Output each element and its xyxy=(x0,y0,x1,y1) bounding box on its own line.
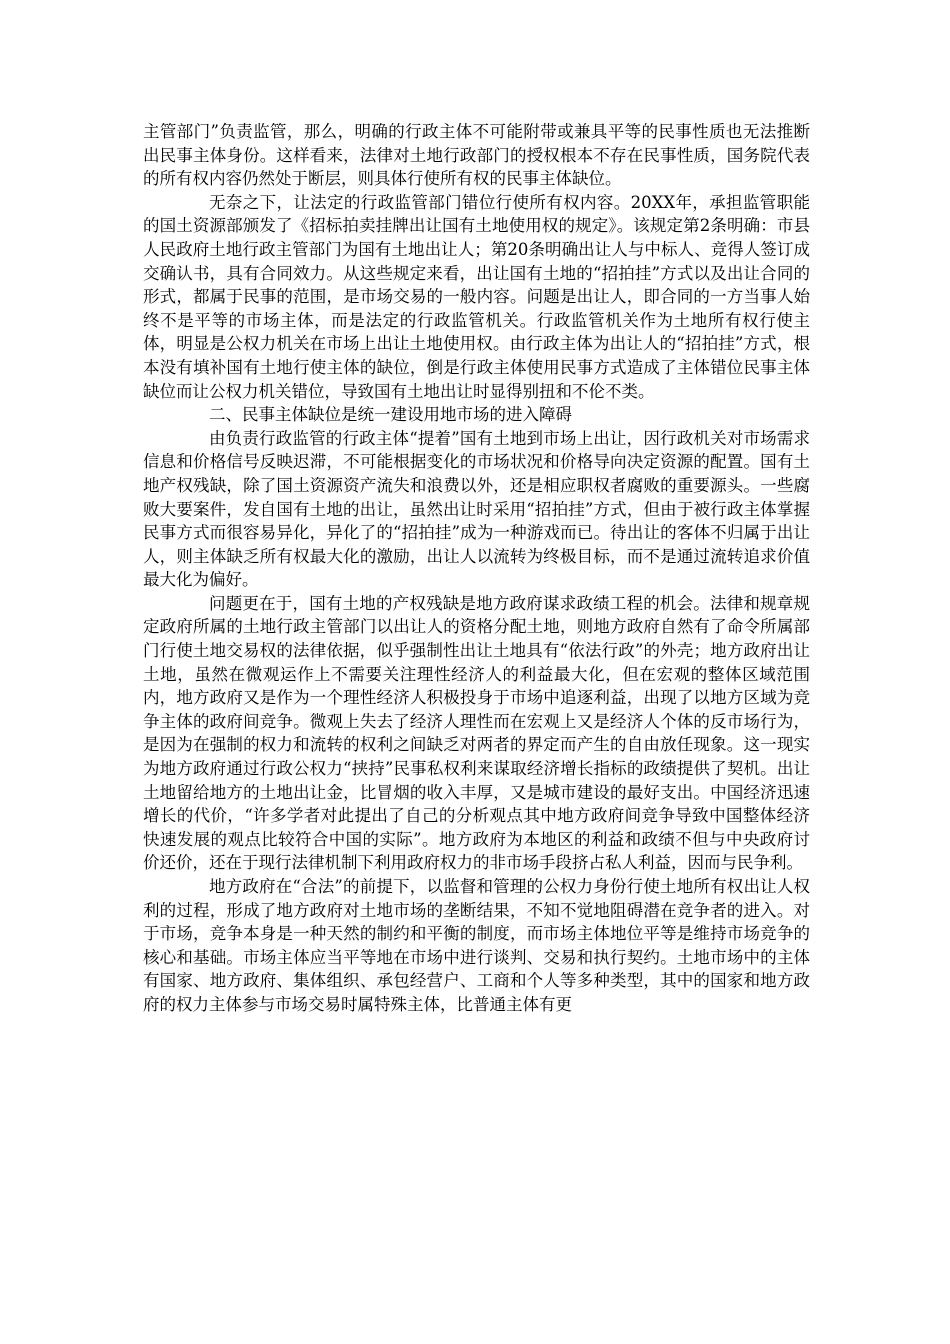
paragraph: 地方政府在“合法”的前提下，以监督和管理的公权力身份行使土地所有权出让人权利的过程，形成了地方政府对土地市场的垄断结果，不知不觉地阻碍潜在竞争者的进入。对于市场，竞争本身是一种天然的制约和平衡的制度，而市场主体地位平等是维持市场竞争的核心和基础。市场主体应当平等地在市场中进行谈判、交易和执行契约。土地市场中的主体有国家、地方政府、集体组织、承包经营户、工商和个人等多种类型，其中的国家和地方政府的权力主体参与市场交易时属特殊主体，比普通主体有更 xyxy=(143,877,810,1014)
document-body xyxy=(143,120,810,1017)
paragraph: 无奈之下，让法定的行政监管部门错位行使所有权内容。20XX年，承担监管职能的国土资源部颁发了《招标拍卖挂牌出让国有土地使用权的规定》。该规定第2条明确：市县人民政府土地行政主管部门为国有土地出让人；第20条明确出让人与中标人、竞得人签订成交确认书，具有合同效力。从这些规定来看，出让国有土地的“招拍挂”方式以及出让合同的形式，都属于民事的范围，是市场交易的一般内容。问题是出让人，即合同的一方当事人始终不是平等的市场主体，而是法定的行政监管机关。行政监管机关作为土地所有权行使主体，明显是公权力机关在市场上出让土地使用权。由行政主体为出让人的“招拍挂”方式，根本没有填补国有土地行使主体的缺位，倒是行政主体使用民事方式造成了主体错位民事主体缺位而让公权力机关错位，导致国有土地出让时显得别扭和不伦不类。 xyxy=(143,192,810,401)
paragraph: 由负责行政监管的行政主体“提着”国有土地到市场上出让，因行政机关对市场需求信息和价格信号反映迟滞，不可能根据变化的市场状况和价格导向决定资源的配置。国有土地产权残缺，除了国土资源资产流失和浪费以外，还是相应职权者腐败的重要源头。一些腐败大要案件，发自国有土地的出让，虽然出让时采用“招拍挂”方式，但由于被行政主体掌握民事方式而很容易异化，异化了的“招拍挂”成为一种游戏而已。待出让的客体不归属于出让人，则主体缺乏所有权最大化的激励，出让人以流转为终极目标，而不是通过流转追求价值最大化为偏好。 xyxy=(143,428,810,590)
paragraph: 问题更在于，国有土地的产权残缺是地方政府谋求政绩工程的机会。法律和规章规定政府所属的土地行政主管部门以出让人的资格分配土地，则地方政府自然有了命令所属部门行使土地交易权的法律依据，似乎强制性出让土地具有“依法行政”的外壳；地方政府出让土地，虽然在微观运作上不需要关注理性经济人的利益最大化，但在宏观的整体区域范围内，地方政府又是作为一个理性经济人积极投身于市场中追逐利益，出现了以地方区域为竞争主体的政府间竞争。微观上失去了经济人理性而在宏观上又是经济人个体的反市场行为，是因为在强制的权力和流转的权利之间缺乏对两者的界定而产生的自由放任现象。这一现实为地方政府通过行政公权力“挟持”民事私权利来谋取经济增长指标的政绩提供了契机。出让土地留给地方的土地出让金，比冒烟的收入丰厚，又是城市建设的最好支出。中国经济迅速增长的代价，“许多学者对此提出了自己的分析观点其中地方政府间竞争导致中国整体经济快速发展的观点比较符合中国的实际”。地方政府为本地区的利益和政绩不但与中央政府讨价还价，还在于现行法律机制下利用政府权力的非市场手段挤占私人利益，因而与民争利。 xyxy=(143,593,810,873)
paragraph-continuation: 主管部门”负责监管，那么，明确的行政主体不可能附带或兼具平等的民事性质也无法推断出民事主体身份。这样看来，法律对土地行政部门的授权根本不存在民事性质，国务院代表的所有权内容仍然处于断层，则具体行使所有权的民事主体缺位。 xyxy=(143,122,810,189)
section-heading: 二、民事主体缺位是统一建设用地市场的进入障碍 xyxy=(209,405,572,425)
